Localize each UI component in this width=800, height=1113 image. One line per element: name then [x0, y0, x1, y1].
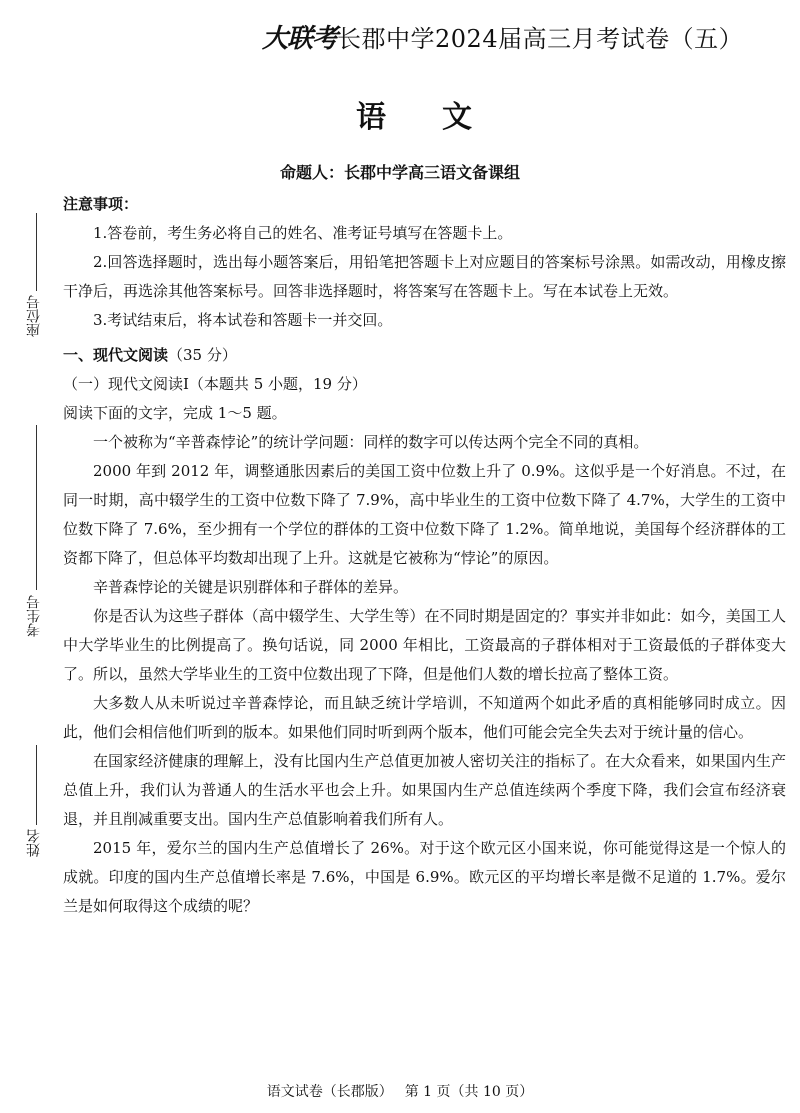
notice-item-3: 3.考试结束后，将本试卷和答题卡一并交回。	[93, 311, 393, 329]
name-field	[20, 745, 50, 875]
subject-char-1: 语	[356, 100, 386, 135]
notice-item-2: 2.回答选择题时，选出每小题答案后，用铅笔把答题卡上对应题目的答案标号涂黑。如需改动，用橡皮擦干净后，再选涂其他答案标号。回答非选择题时，将答案写在答题卡上。写在本试卷上无效。	[63, 253, 786, 300]
subject-title	[356, 92, 472, 136]
subsection-title: （一）现代文阅读Ⅰ（本题共 5 小题，19 分）	[63, 375, 367, 393]
section-heading	[63, 341, 786, 370]
notice-item-1: 1.答卷前，考生务必将自己的姓名、准考证号填写在答题卡上。	[93, 224, 513, 242]
examinee-number-field	[20, 425, 50, 665]
examinee-number-label: 考生号	[26, 595, 42, 637]
footer-page-number: 第 1 页（共 10 页）	[404, 1084, 534, 1100]
passage-paragraph: 辛普森悖论的关键是识别群体和子群体的差异。	[93, 578, 409, 596]
passage-paragraph: 2000 年到 2012 年，调整通胀因素后的美国工资中位数上升了 0.9%。这似乎是一个好消息。不过，在同一时期，高中辍学生的工资中位数下降了 7.9%，高中毕业生的工资中位数下降了 4.7%，大学生的工资中位数下降了 7.6%，至少拥有一个学位的群体的工资中位数下降了 1.2%。简单地说，美国每个经济群体的工资都下降了，但总体平均数却出现了上升。这就是它被称为“悖论”的原因。	[63, 462, 786, 567]
passage-paragraph: 你是否认为这些子群体（高中辍学生、大学生等）在不同时期是固定的？事实并非如此：如今，美国工人中大学毕业生的比例提高了。换句话说，同 2000 年相比，工资最高的子群体相对于工资最低的子群体变大了。所以，虽然大学毕业生的工资中位数出现了下降，但是他们人数的增长拉高了整体工资。	[63, 607, 786, 683]
section-title: 一、现代文阅读	[63, 346, 169, 364]
seat-number-label: 座位号	[26, 295, 42, 337]
name-line	[36, 745, 37, 825]
exam-header	[262, 18, 760, 55]
exam-content	[63, 190, 786, 921]
name-label: 姓名	[26, 829, 42, 857]
brand-logo-text: 大联考	[262, 24, 338, 54]
section-score: （35 分）	[168, 346, 237, 364]
passage-paragraph: 大多数人从未听说过辛普森悖论，而且缺乏统计学培训，不知道两个如此矛盾的真相能够同时成立。因此，他们会相信他们听到的版本。如果他们同时听到两个版本，他们可能会完全失去对于统计量的信心。	[63, 694, 786, 741]
seat-number-field	[20, 213, 50, 365]
notice-heading: 注意事项：	[63, 195, 139, 213]
page-footer	[0, 1081, 800, 1101]
seat-number-line	[36, 213, 37, 291]
exam-title: 长郡中学2024届高三月考试卷（五）	[337, 25, 744, 53]
examinee-number-line	[36, 425, 37, 590]
passage-paragraph: 2015 年，爱尔兰的国内生产总值增长了 26%。对于这个欧元区小国来说，你可能觉得这是一个惊人的成就。印度的国内生产总值增长率是 7.6%，中国是 6.9%。欧元区的平均增长率是微不足道的 1.7%。爱尔兰是如何取得这个成绩的呢？	[63, 839, 786, 915]
reading-instruction: 阅读下面的文字，完成 1～5 题。	[63, 404, 287, 422]
subject-char-2: 文	[442, 100, 472, 135]
passage-paragraph: 一个被称为“辛普森悖论”的统计学问题：同样的数字可以传达两个完全不同的真相。	[93, 433, 649, 451]
author-line: 命题人：长郡中学高三语文备课组	[279, 163, 520, 182]
footer-paper-name: 语文试卷（长郡版）	[266, 1084, 393, 1100]
passage-paragraph: 在国家经济健康的理解上，没有比国内生产总值更加被人密切关注的指标了。在大众看来，如果国内生产总值上升，我们认为普通人的生活水平也会上升。如果国内生产总值连续两个季度下降，我们会宣布经济衰退，并且削减重要支出。国内生产总值影响着我们所有人。	[63, 752, 786, 828]
